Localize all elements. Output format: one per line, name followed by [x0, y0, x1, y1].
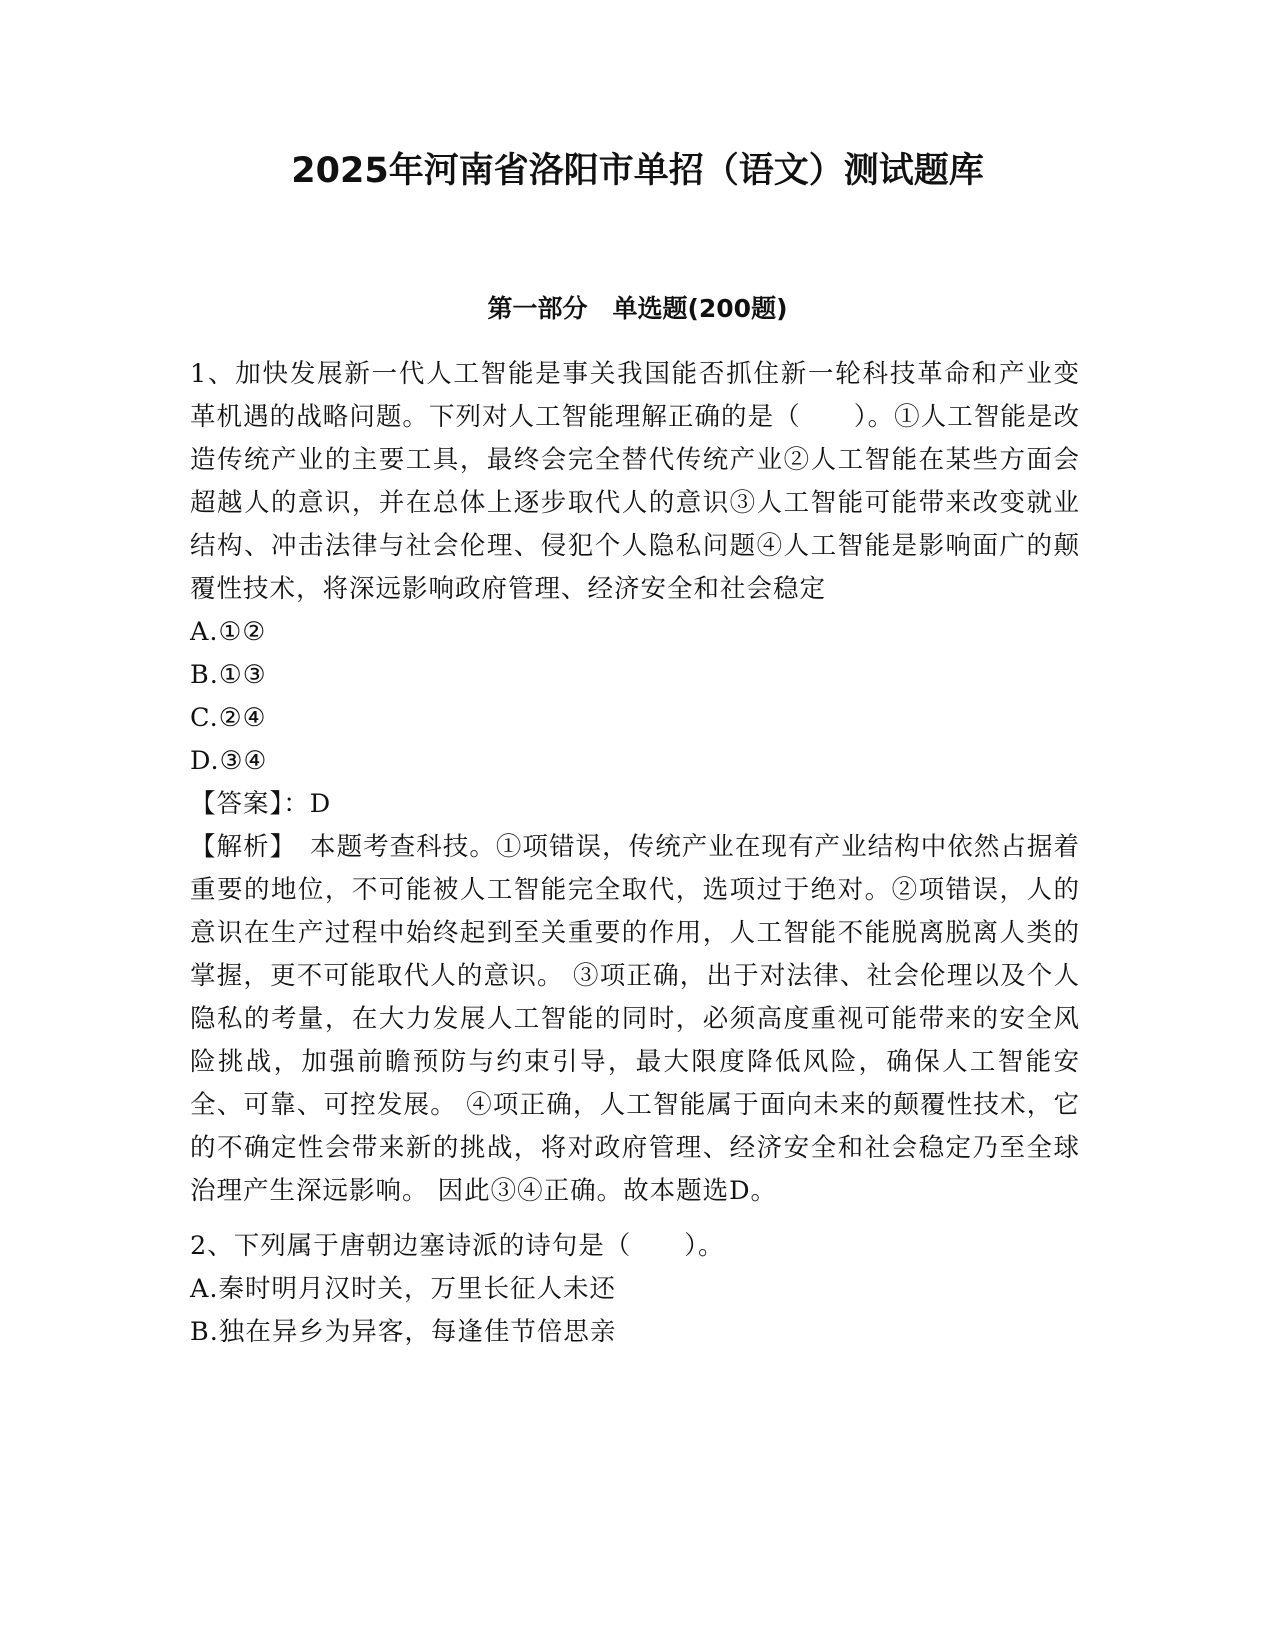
option-b: B.独在异乡为异客，每逢佳节倍思亲: [190, 1317, 617, 1347]
option-b: B.①③: [190, 660, 267, 690]
question-list: [190, 353, 1080, 1354]
option-a: A.秦时明月汉时关，万里长征人未还: [190, 1274, 617, 1304]
question-1: [190, 353, 1080, 1213]
question-separator: [190, 1213, 1080, 1225]
document-title: 2025年河南省洛阳市单招（语文）测试题库: [291, 151, 984, 191]
question-2: [190, 1225, 1080, 1354]
analysis-text: 【解析】 本题考查科技。①项错误，传统产业在现有产业结构中依然占据着重要的地位，不可能被人工智能完全取代，选项过于绝对。②项错误，人的意识在生产过程中始终起到至关重要的作用，人工智能不能脱离脱离人类的掌握，更不可能取代人的意识。 ③项正确，出于对法律、社会伦理以及个人隐私的考量，在大力发展人工智能的同时，必须高度重视可能带来的安全风险挑战，加强前瞻预防与约束引导，最大限度降低风险，确保人工智能安全、可靠、可控发展。 ④项正确，人工智能属于面向未来的颠覆性技术，它的不确定性会带来新的挑战，将对政府管理、经济安全和社会稳定乃至全球治理产生深远影响。 因此③④正确。故本题选D。: [190, 832, 1080, 1206]
question-stem: 1、加快发展新一代人工智能是事关我国能否抓住新一轮科技革命和产业变革机遇的战略问题。下列对人工智能理解正确的是（ ）。①人工智能是改造传统产业的主要工具，最终会完全替代传统产业②人工智能在某些方面会超越人的意识，并在总体上逐步取代人的意识③人工智能可能带来改变就业结构、冲击法律与社会伦理、侵犯个人隐私问题④人工智能是影响面广的颠覆性技术，将深远影响政府管理、经济安全和社会稳定: [190, 359, 1080, 604]
question-stem: 2、下列属于唐朝边塞诗派的诗句是（ ）。: [190, 1231, 725, 1261]
option-c: C.②④: [190, 703, 267, 733]
option-d: D.③④: [190, 746, 268, 776]
section-title: 第一部分 单选题(200题): [487, 294, 788, 323]
option-a: A.①②: [190, 617, 267, 647]
answer-line: 【答案】：D: [190, 789, 332, 819]
